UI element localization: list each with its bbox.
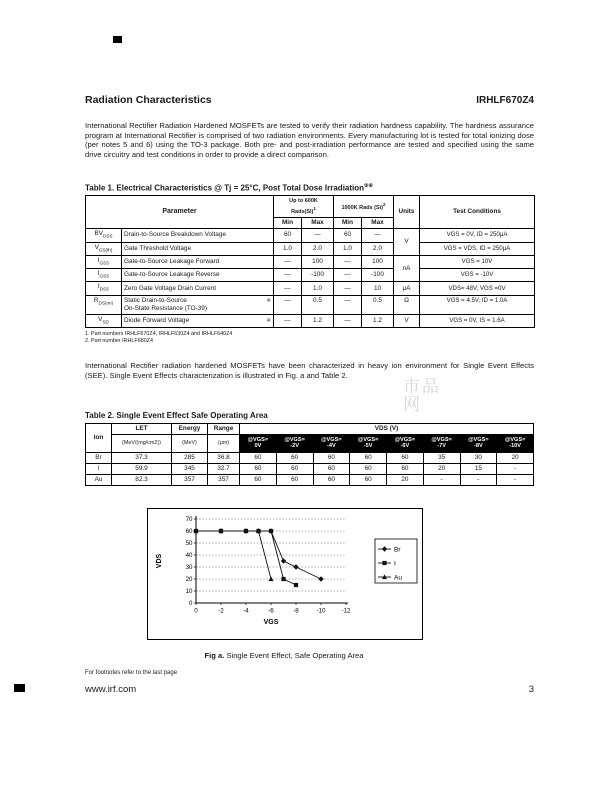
limit-value: —	[334, 295, 362, 314]
vds-value: 60	[240, 453, 277, 464]
table2-row	[86, 453, 534, 464]
series-line-Au	[196, 531, 271, 579]
figure-caption	[147, 651, 421, 660]
y-axis-label: VDS	[156, 553, 163, 569]
vds-value: 20	[387, 475, 424, 486]
vds-value: 60	[240, 475, 277, 486]
vds-value: 20	[497, 453, 534, 464]
units-cell: μA	[394, 282, 420, 295]
units-cell: V	[394, 314, 420, 327]
table1-title	[85, 183, 534, 193]
page-header	[85, 94, 534, 106]
figure-caption-label: Fig a.	[204, 651, 225, 661]
energy-cell: 357	[172, 475, 208, 486]
limit-value: 100	[362, 255, 394, 268]
let-cell: 37.3	[112, 453, 172, 464]
parameter-description: Gate-to-Source Leakage Reverse	[122, 269, 274, 282]
marker-Br	[281, 558, 286, 563]
y-tick-label: 40	[185, 552, 193, 560]
vds-value: -	[497, 464, 534, 475]
limit-value: -100	[362, 269, 394, 282]
parameter-symbol: $V_{SD}$	[86, 314, 122, 327]
vgs-column-header: @VGS= -6V	[387, 434, 424, 453]
limit-value: —	[334, 255, 362, 268]
page-footer	[85, 684, 534, 695]
parameter-description: Static Drain-to-Source ④ On-State Resistance (TO-39)	[122, 295, 274, 314]
vgs-column-header: @VGS= -7V	[423, 434, 460, 453]
col-ion: Ion	[86, 423, 112, 453]
col-max-1000k: Max	[362, 218, 394, 229]
legend-label-Br: Br	[394, 546, 401, 554]
registration-mark-bottom	[14, 684, 25, 692]
page-content	[85, 0, 534, 660]
series-line-I	[196, 531, 296, 585]
col-parameter: Parameter	[86, 196, 274, 229]
col-let-unit: (MeV/(mg/cm2))	[112, 434, 172, 453]
col-range-unit: (μm)	[208, 434, 240, 453]
vgs-column-header: @VGS= -4V	[313, 434, 350, 453]
vds-value: 60	[240, 464, 277, 475]
test-condition: VGS = 0V, ID = 250μA	[420, 229, 535, 242]
col-min-1000k: Min	[334, 218, 362, 229]
footnote-sup-2: 2	[383, 202, 386, 208]
test-condition: VGS = 0V, IS = 1.6A	[420, 314, 535, 327]
vds-value: 60	[313, 475, 350, 486]
y-tick-label: 70	[185, 516, 193, 524]
limit-value: 60	[334, 229, 362, 242]
x-tick-label: -6	[268, 607, 274, 615]
figure-caption-text: Single Event Effect, Safe Operating Area	[226, 651, 364, 661]
table1-row	[86, 242, 535, 255]
vgs-column-header: @VGS= -8V	[460, 434, 497, 453]
test-condition: VDS= 48V, VGS =0V	[420, 282, 535, 295]
parameter-symbol: $I_{GSS}$	[86, 255, 122, 268]
intro-paragraph: International Rectifier Radiation Hardened MOSFETs are tested to verify their radiation hardness capability. The hardness assurance program at International Rectifier is comprised of two radiation environments. Every manufacturing lot is tested for total ionizing dose (per notes 5 and 6) using the TO-3 package. Both pre- and post-irradiation performance are tested and specified using the same drive circuitry and test conditions in order to provide a direct comparison.	[85, 121, 534, 160]
ion-cell: Au	[86, 475, 112, 486]
limit-value: —	[362, 229, 394, 242]
units-cell: Ω	[394, 295, 420, 314]
vds-value: 30	[460, 453, 497, 464]
energy-cell: 285	[172, 453, 208, 464]
vds-value: -	[497, 475, 534, 486]
col-energy: Energy	[172, 423, 208, 434]
y-tick-label: 60	[185, 528, 193, 536]
vds-value: 20	[423, 464, 460, 475]
parameter-description: Diode Forward Voltage ④	[122, 314, 274, 327]
table1-footnote-1: 1. Part numbers IRHLF670Z4, IRHLF630Z4 and IRHLF640Z4	[85, 330, 233, 337]
page-number: 3	[528, 684, 534, 695]
ion-cell: Br	[86, 453, 112, 464]
col-dose-600k: Up to 600K $Rads(Si)^1$	[274, 196, 334, 218]
col-max-600k: Max	[302, 218, 334, 229]
col-energy-unit: (MeV)	[172, 434, 208, 453]
table1-row	[86, 269, 535, 282]
limit-value: —	[274, 255, 302, 268]
vds-value: 60	[313, 453, 350, 464]
y-tick-label: 10	[185, 588, 193, 596]
marker-Au	[269, 577, 274, 582]
x-tick-label: -8	[293, 607, 299, 615]
parameter-symbol: $BV_{DSS}$	[86, 229, 122, 242]
table2-see-soa	[85, 423, 534, 487]
marker-Br	[293, 564, 298, 569]
vds-value: 60	[276, 453, 313, 464]
y-tick-label: 30	[185, 564, 193, 572]
x-tick-label: 0	[194, 607, 198, 615]
limit-value: —	[274, 269, 302, 282]
vds-value: 15	[460, 464, 497, 475]
marker-Br	[318, 576, 323, 581]
limit-value: -100	[302, 269, 334, 282]
limit-value: 60	[274, 229, 302, 242]
test-condition: VGS = 10V	[420, 255, 535, 268]
table2-row	[86, 464, 534, 475]
limit-value: 1.2	[302, 314, 334, 327]
let-cell: 82.3	[112, 475, 172, 486]
limit-value: 0.5	[302, 295, 334, 314]
parameter-description: Drain-to-Source Breakdown Voltage	[122, 229, 274, 242]
vds-value: 60	[276, 475, 313, 486]
table1-row	[86, 255, 535, 268]
marker-I	[281, 577, 285, 581]
units-cell: nA	[394, 255, 420, 282]
table1-electrical-characteristics	[85, 195, 535, 328]
limit-value: 1.2	[362, 314, 394, 327]
col-test-conditions: Test Conditions	[420, 196, 535, 229]
table1-row	[86, 314, 535, 327]
legend-label-Au: Au	[394, 574, 402, 582]
vgs-column-header: @VGS= -2V	[276, 434, 313, 453]
limit-value: —	[274, 314, 302, 327]
table1-row	[86, 295, 535, 314]
vds-value: 60	[350, 464, 387, 475]
limit-value: —	[274, 282, 302, 295]
let-cell: 59.9	[112, 464, 172, 475]
col-dose-1000k: 1000K Rads $(Si)^2$	[334, 196, 394, 218]
y-tick-label: 20	[185, 576, 193, 584]
table1-header-row-1	[86, 196, 535, 218]
table1-title-text: Table 1. Electrical Characteristics @ Tj = 25°C, Post Total Dose Irradiation	[85, 183, 365, 193]
col-range: Range	[208, 423, 240, 434]
table2-header-row-1	[86, 423, 534, 434]
x-tick-label: -2	[218, 607, 224, 615]
table2-title: Table 2. Single Event Effect Safe Operating Area	[85, 410, 268, 420]
section-title: Radiation Characteristics	[85, 94, 212, 106]
see-paragraph: International Rectifier radiation hardened MOSFETs have been characterized in heavy ion environment for Single Event Effects (SEE). Single Event Effects characterization is illustrated in Fig. a and Table 2.	[85, 361, 534, 380]
see-soa-chart	[148, 509, 422, 639]
col-units: Units	[394, 196, 420, 229]
table1-row	[86, 282, 535, 295]
units-cell: V	[394, 229, 420, 256]
table1-footnote-2: 2. Part number IRHLF680Z4	[85, 337, 154, 344]
table2-row	[86, 475, 534, 486]
vgs-column-header: @VGS= -5V	[350, 434, 387, 453]
table1-row	[86, 229, 535, 242]
limit-value: 10	[362, 282, 394, 295]
vds-value: 60	[387, 453, 424, 464]
range-cell: 32.7	[208, 464, 240, 475]
parameter-symbol: $R_{DS(on)}$	[86, 295, 122, 314]
vds-value: 35	[423, 453, 460, 464]
x-tick-label: -4	[243, 607, 249, 615]
table2-header-row-2	[86, 434, 534, 453]
website-url: www.irf.com	[85, 684, 137, 695]
range-cell: 36.8	[208, 453, 240, 464]
footnote-sup-1: 1	[313, 206, 316, 212]
limit-value: 0.5	[362, 295, 394, 314]
col-min-600k: Min	[274, 218, 302, 229]
y-tick-label: 50	[185, 540, 193, 548]
marker-I	[294, 583, 298, 587]
y-tick-label: 0	[189, 600, 193, 608]
col-let: LET	[112, 423, 172, 434]
limit-value: 1.0	[334, 242, 362, 255]
x-tick-label: -12	[341, 607, 351, 615]
vds-value: -	[423, 475, 460, 486]
test-condition: VGS = -10V	[420, 269, 535, 282]
see-soa-figure	[147, 508, 423, 640]
energy-cell: 345	[172, 464, 208, 475]
limit-value: 100	[302, 255, 334, 268]
x-tick-label: -10	[316, 607, 326, 615]
limit-value: —	[334, 282, 362, 295]
test-condition: VGS = 4.5V, ID = 1.0A	[420, 295, 535, 314]
vds-value: 60	[313, 464, 350, 475]
vgs-column-header: @VGS= -10V	[497, 434, 534, 453]
part-number: IRHLF670Z4	[476, 95, 534, 106]
parameter-symbol: $V_{GS(th)}$	[86, 242, 122, 255]
parameter-description: Zero Gate Voltage Drain Current	[122, 282, 274, 295]
parameter-symbol: $I_{DSS}$	[86, 282, 122, 295]
limit-value: —	[334, 269, 362, 282]
limit-value: 2.0	[362, 242, 394, 255]
vds-value: 60	[276, 464, 313, 475]
legend-label-I: I	[394, 560, 396, 568]
limit-value: —	[302, 229, 334, 242]
limit-value: 1.0	[302, 282, 334, 295]
x-axis-label: VGS	[263, 619, 279, 627]
limit-value: 1.0	[274, 242, 302, 255]
limit-value: —	[274, 295, 302, 314]
vds-value: -	[460, 475, 497, 486]
parameter-description: Gate Threshold Voltage	[122, 242, 274, 255]
vds-value: 60	[350, 453, 387, 464]
test-condition: VGS = VDS, ID = 250μA	[420, 242, 535, 255]
col-vds-group: VDS (V)	[240, 423, 534, 434]
watermark: 市品网	[403, 377, 441, 414]
vds-value: 60	[350, 475, 387, 486]
parameter-description: Gate-to-Source Leakage Forward	[122, 255, 274, 268]
range-cell: 357	[208, 475, 240, 486]
ion-cell: I	[86, 464, 112, 475]
vds-value: 60	[387, 464, 424, 475]
parameter-symbol: $I_{GSS}$	[86, 269, 122, 282]
table1-title-marks: ⑤⑥	[364, 182, 373, 189]
vgs-column-header: @VGS= 0V	[240, 434, 277, 453]
marker-I	[269, 529, 273, 533]
limit-value: 2.0	[302, 242, 334, 255]
footnote-reference: For footnotes refer to the last page	[85, 670, 178, 676]
limit-value: —	[334, 314, 362, 327]
